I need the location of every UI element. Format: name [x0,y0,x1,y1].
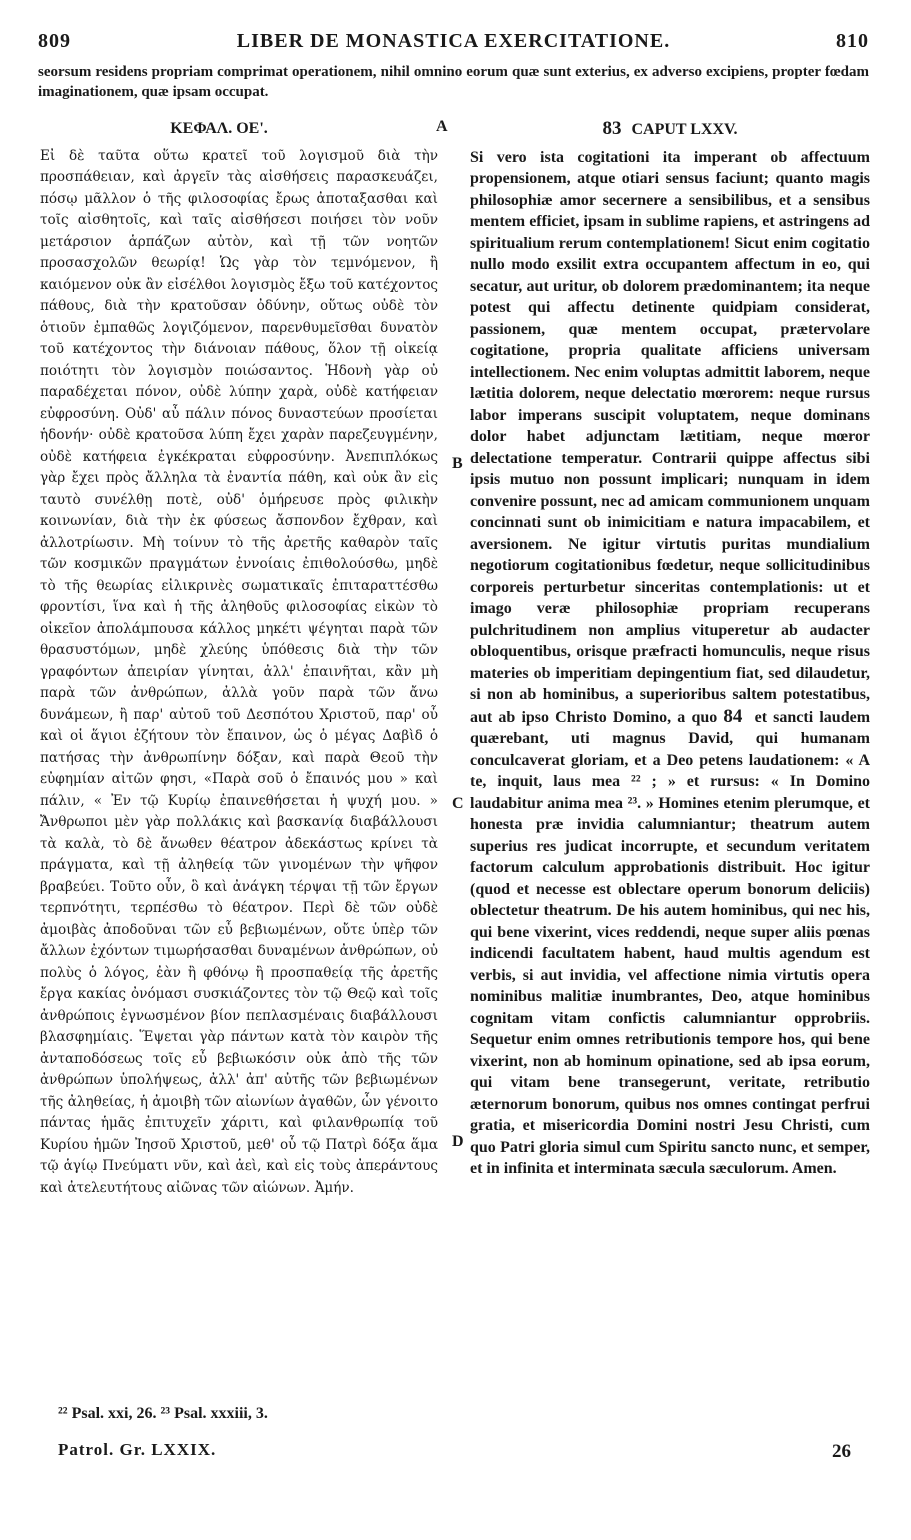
column-number-83: 83 [602,118,622,139]
margin-marker-d: D [452,1133,464,1150]
greek-column [40,118,438,1199]
greek-text: Εἰ δὲ ταῦτα οὕτω κρατεῖ τοῦ λογισμοῦ διὰ τὴν προσπάθειαν, καὶ ἀργεῖν τὰς αἰσθήσεις παρασκευάζει, πόσῳ μᾶλλον ὁ τῆς φιλοσοφίας ἔρως ἀποταξασθαι καὶ τοῖς αἰσθητοῖς, καὶ ταῖς αἰσθήσεσι ποιήσει τὸν νοῦν μετάρσιον ἁρπάζων αὐτὸν, καὶ τῇ τῶν νοητῶν προσασχολῶν θεωρίᾳ! Ὡς γὰρ τὸν τεμνόμενον, ἢ καιόμενον οὐκ ἂν εἰσέλθοι λογισμὸς ἔξω τοῦ κατέχοντος πάθους, διὰ τὴν κρατοῦσαν ὀδύνην, οὕτως οὐδὲ τὸν ὁτιοῦν ἐμπαθῶς λογιζόμενον, παρενθυμεῖσθαι δυνατὸν τοῦ κατέχοντος τὴν διάνοιαν πάθους, ὅλον τῇ οἰκείᾳ ποιότητι τὸν λογισμὸν ποιώσαντος. Ἡδονὴ γὰρ οὐ παραδέχεται πόνον, οὐδὲ λύπην χαρὰ, οὐδὲ κατήφειαν εὐφροσύνη. Οὐδ' αὖ πάλιν πόνος δυναστεύων προσίεται ἡδονήν· οὐδὲ κρατοῦσα λύπη ἔχει χαρὰν παρεζευγμένην, οὐδὲ κατήφεια ἐγκέκραται εὐφροσύνην. Ἀνεπιπλόκως γὰρ ἔχει πρὸς ἄλληλα τὰ ἐναντία πάθη, καὶ οὐκ ἂν εἰς ταυτὸ συνέλθῃ ποτὲ, οὐδ' ὁμήρευσε πρὸς φιλικὴν κοινωνίαν, διὰ τὴν ἐκ φύσεως ἄσπονδον ἔχθραν, καὶ ἀλλοτρίωσιν. Μὴ τοίνυν τὸ τῆς ἀρετῆς καθαρὸν ταῖς τῶν κοσμικῶν πραγμάτων ἐννοίαις ἐπιθολούσθω, μηδὲ τὸ τῆς θεωρίας εἰλικρινὲς σωματικαῖς ἐπιταραττέσθω φροντίσι, ἵνα καὶ ἡ τῆς ἀληθοῦς φιλοσοφίας εἰκὼν τὸ οἰκεῖον ἀπολάμπουσα κάλλος μηκέτι ψέγηται παρὰ τῶν θρασυστόμων, μηδὲ χλεύης ὑπόθεσις διὰ τὴν τῶν γραφόντων ἀπειρίαν γίνηται, ἀλλ' ἐπαινῆται, κἂν μὴ παρὰ τῶν ἀνθρώπων, ἀλλὰ γοῦν παρὰ τῶν ἄνω δυνάμεων, ἢ παρ' αὐτοῦ τοῦ Δεσπότου Χριστοῦ, παρ' οὗ καὶ οἱ ἅγιοι ἐζήτουν τὸν ἔπαινον, ὡς ὁ μέγας Δαβὶδ ὁ πατήσας τὴν ἀνθρωπίνην δόξαν, καὶ παρὰ Θεοῦ τὴν εὐφημίαν αἰτῶν φησι, «Παρὰ σοῦ ὁ ἔπαινός μου » καὶ πάλιν, « Ἐν τῷ Κυρίῳ ἐπαινεθήσεται ἡ ψυχή μου. » Ἄνθρωποι μὲν γὰρ πολλάκις καὶ βασκανίᾳ διαβάλλουσι τὰ καλὰ, τὸ δὲ ἄνωθεν θέατρον ἀδεκάστως κρίνει τὰ πράγματα, καὶ τῇ ἀληθείᾳ τῶν γινομένων τὴν ψῆφον βραβεύει. Τοῦτο οὖν, ὃ καὶ ἀνάγκη τέρψαι τῇ τῶν ἔργων τερπνότητι, τερπέσθω τὸ θέατρον. Περὶ δὲ τῶν οὐδὲ ἀμοιβὰς ἀποδοῦναι τῶν εὖ βεβιωμένων, οὔτε ὑπὲρ τῶν ἄλλων ἐχόντων τιμωρήσασθαι δυναμένων ἀνθρώπων, οὐ πολὺς ὁ λόγος, ἐὰν ἢ φθόνῳ ἢ προσπαθείᾳ τῆς ἀρετῆς ἔργα κακίας ὀνόμασι συσκιάζοντες τὸν τῷ Θεῷ καὶ τοῖς ἀνθρώποις ἐγνωσμένον βίον πεπλασμέναις διαβάλλουσι βλασφημίαις. Ἕψεται γὰρ πάντων κατὰ τὸν καιρὸν τῆς ἀνταποδόσεως τοῖς εὖ βεβιωκόσιν οὐκ ἀπὸ τῆς τῶν ἀνθρώπων ὑπολήψεως, ἀλλ' ἀπ' αὐτῆς τῶν βεβιωμένων τῆς ἀληθείας, ἡ ἀμοιβὴ τῶν αἰωνίων ἀγαθῶν, ὧν γένοιτο πάντας ἡμᾶς ἐπιτυχεῖν χάριτι, καὶ φιλανθρωπίᾳ τοῦ Κυρίου ἡμῶν Ἰησοῦ Χριστοῦ, μεθ' οὗ τῷ Πατρὶ δόξα ἅμα τῷ ἁγίῳ Πνεύματι νῦν, καὶ ἀεὶ, καὶ εἰς τοὺς ἀπεράντους καὶ ἀτελευτήτους αἰῶνας τῶν αἰώνων. Ἀμήν. [40,147,438,1196]
page-number-right: 810 [836,30,869,52]
greek-chapter-heading: ΚΕΦΑΛ. ΟΕ'. [170,120,268,137]
latin-column [470,118,870,1180]
page-header [38,30,869,56]
page-number-left: 809 [38,30,71,52]
latin-chapter-title: CAPUT LXXV. [631,121,738,138]
footer-sheet-number: 26 [832,1441,851,1462]
latin-text-part2: et sancti laudem quærebant, uti magnus David, qui humanam conculcaverat gloriam, et a Deo petens laudationem: « A te, inquit, laus mea ²² ; » et rursus: « In Domino laudabitur anima mea ²³. » Homines etenim plerumque, et honesta præ invidia calumniantur; theatrum autem superius res judicat incorrupte, et secundum veritatem factorum calculum approbationis distribuit. Hoc igitur (quod et necesse est oblectare operum bonorum deliciis) oblectetur theatrum. De his autem hominibus, qui nec his, qui bene vixerint, vices reddendi, neque super aliis pœnas indicendi facultatem habent, haud multis agendum est verbis, si aut invidia, vel affectione nimia virtutis opera nominibus malitiæ inumbrantes, Deo, atque hominibus cognitam vitam confictis calumniantur opprobriis. Sequetur enim omnes retributionis tempore hos, qui bene vixerint, non ab hominum opinatione, sed ab ipsa eorum, qui vitam bene transegerunt, veritate, retributio æternorum bonorum, quibus nos omnes contingat perfrui gratia, et misericordia Domini nostri Jesu Christi, cum quo Patri gloria simul cum Spiritu sancto nunc, et semper, et in infinita et interminata sæcula sæculorum. Amen. [470,708,871,1177]
footer-series: Patrol. Gr. LXXIX. [58,1440,217,1459]
latin-text [470,147,870,1180]
footnotes: ²² Psal. xxi, 26. ²³ Psal. xxxiii, 3. [58,1405,268,1422]
margin-marker-b: B [452,455,463,472]
latin-chapter-heading [470,118,870,141]
latin-text-part1: Si vero ista cogitationi ita imperant ob affectuum propensionem, atque otiari sensus faciunt; quanto magis philosophiæ amor secernere a sensibilibus, et a sensibus mentem efficiet, ipsam in sublime rapiens, et astringens ad spiritualium rerum contemplationem! Sicut enim cogitatio nullo modo exsilit extra occupantem affectum in eo, qui secatur, aut uritur, ob dolorem prædominantem; ita neque potest qui affectu detinente quidpiam considerat, passionem, quæ mentem occupat, prætervolare cogitatione, propria qualitate afficiens universam intellectionem. Nec enim voluptas admittit laborem, neque lætitia dolorem, neque delectatio mœrorem: neque rursus labor imperans suscipit voluptatem, neque dominans dolor habet adjunctam lætitiam, neque mœror delectatione temperatur. Contrarii quippe affectus sibi ipsis mutuo non possunt implicari; nunquam in idem convenire possunt, nec ad amicam communionem unquam concinnati sunt ob inimicitiam e natura impacabilem, et aversionem. Ne igitur virtutis puritas mundialium negotiorum cogitationibus fœdetur, neque sollicitudinibus corporeis perturbetur sinceritas contemplationis: ut et imago veræ philosophiæ propriam recuperans pulchritudinem non amplius vituperetur ab audacter obloquentibus, orisque præfracti homunculis, neque risus materies ob imperitiam depingentium fiat, sed dilaudetur, si non ab hominibus, a superioribus saltem potestatibus, aut ab ipso Christo Domino, a quo [470,148,870,726]
column-number-84: 84 [723,705,743,727]
running-title: LIBER DE MONASTICA EXERCITATIONE. [236,30,671,52]
intro-paragraph: seorsum residens propriam comprimat operationem, nihil omnino eorum quæ sunt exterius, ex adverso excipiens, propter fœdam imaginationem, quæ ipsam occupat. [38,64,869,100]
margin-marker-a: A [436,118,448,135]
margin-marker-c: C [452,795,464,812]
